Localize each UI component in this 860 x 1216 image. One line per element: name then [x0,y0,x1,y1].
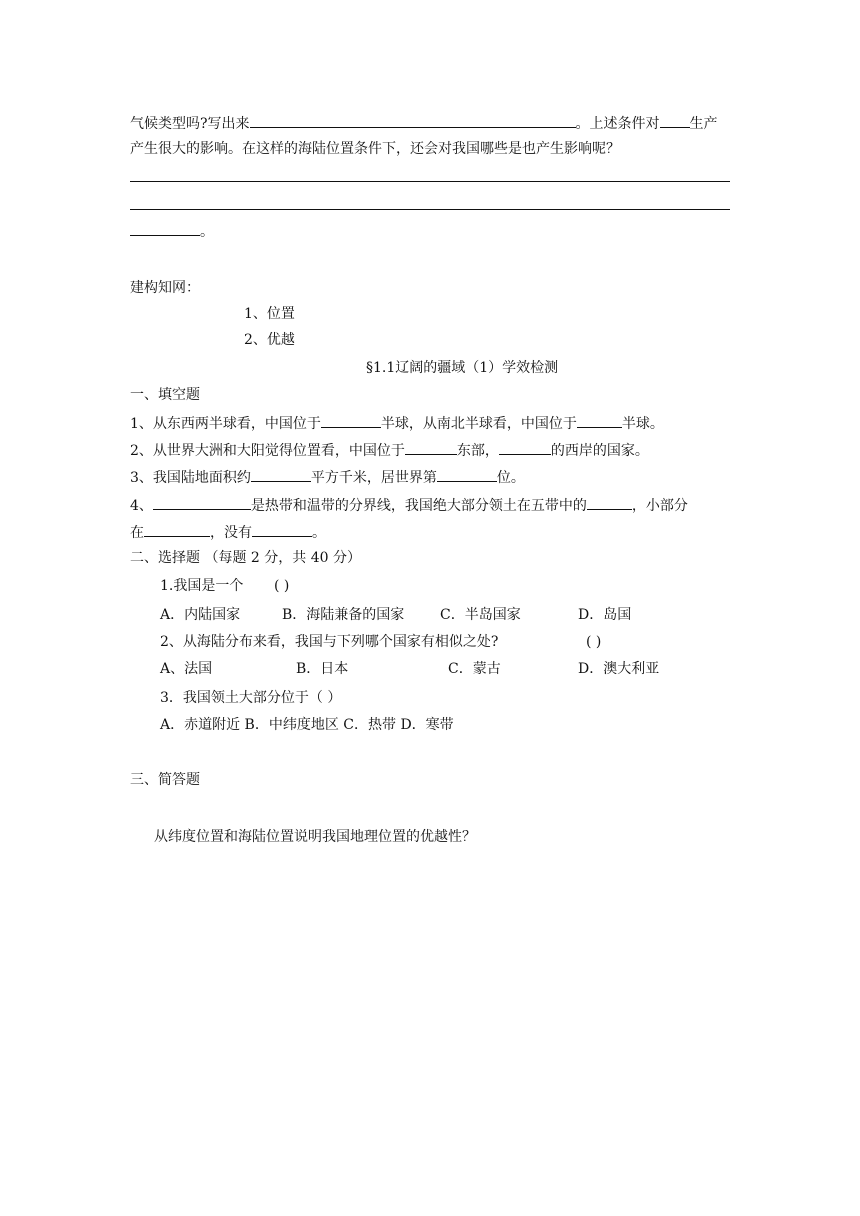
choice-heading: 二、选择题 （每题 2 分，共 40 分） [130,550,361,566]
question-text: 在 [130,525,144,541]
question-text: 。 [312,525,326,541]
question-text: 平方千米，居世界第 [310,470,437,486]
fill-question-4 [130,494,688,516]
section-title: §1.1辽阔的疆域（1）学效检测 [366,360,559,376]
choice-option[interactable]: C．半岛国家 [440,607,521,623]
intro-text: 气候类型吗?写出来 [130,116,250,132]
choice-question-3: 3．我国领土大部分位于（ ） [160,690,342,706]
intro-line-1 [130,112,718,134]
choice-option[interactable]: D．澳大利亚 [578,661,660,677]
answer-blank[interactable] [144,521,210,537]
answer-parens[interactable]: ( ) [274,578,290,594]
question-text: ，没有 [210,525,252,541]
question-text: 东部， [456,443,499,459]
knowledge-item: 1、位置 [244,306,295,322]
answer-blank[interactable] [130,220,200,236]
choice-question-2 [160,632,498,652]
question-text: 半球，从南北半球看，中国位于 [380,416,577,432]
choice-option[interactable]: C．蒙古 [448,661,501,677]
intro-text: 。上述条件对 [575,116,660,132]
choice-option[interactable]: A、法国 [160,661,213,677]
choice-options-line[interactable]: A．赤道附近 B．中纬度地区 C．热带 D．寒带 [160,717,454,733]
answer-line[interactable] [130,181,730,182]
fill-question-4-cont [130,521,326,543]
question-text: 1、从东西两半球看，中国位于 [130,416,321,432]
choice-question-1 [160,576,243,596]
intro-line-3 [130,220,214,242]
choice-option[interactable]: B．海陆兼备的国家 [282,607,405,623]
knowledge-label: 建构知网： [130,280,200,296]
question-text: 位。 [496,470,525,486]
choice-option[interactable]: A．内陆国家 [160,607,241,623]
intro-line-2: 产生很大的影响。在这样的海陆位置条件下，还会对我国哪些是也产生影响呢？ [130,141,620,157]
answer-blank[interactable] [437,466,497,482]
question-text: 3、我国陆地面积约 [130,470,251,486]
fill-heading: 一、填空题 [130,387,200,403]
choice-option[interactable]: D．岛国 [578,607,632,623]
question-text: 半球。 [621,416,664,432]
answer-blank[interactable] [499,439,551,455]
answer-parens[interactable]: ( ) [586,634,602,650]
intro-text: 。 [200,224,214,240]
answer-blank[interactable] [660,112,690,128]
short-heading: 三、简答题 [130,772,200,788]
answer-blank[interactable] [577,412,622,428]
answer-blank[interactable] [405,439,457,455]
question-text: 2、从海陆分布来看，我国与下列哪个国家有相似之处? [160,634,499,650]
short-question: 从纬度位置和海陆位置说明我国地理位置的优越性？ [154,829,476,845]
answer-blank[interactable] [153,494,251,510]
choice-option[interactable]: B．日本 [296,661,349,677]
question-text: 1.我国是一个 [160,578,244,594]
answer-blank[interactable] [321,412,381,428]
question-text: 是热带和温带的分界线，我国绝大部分领土在五带中的 [250,498,587,514]
fill-question-2 [130,439,649,461]
answer-blank[interactable] [252,521,312,537]
question-text: 2、从世界大洲和大阳觉得位置看，中国位于 [130,443,405,459]
answer-blank[interactable] [251,466,311,482]
knowledge-item: 2、优越 [244,332,295,348]
intro-text: 生产 [689,116,718,132]
answer-line[interactable] [130,209,730,210]
question-text: ，小部分 [631,498,688,514]
answer-blank[interactable] [250,112,576,128]
fill-question-1 [130,412,664,434]
fill-question-3 [130,466,525,488]
question-text: 的西岸的国家。 [550,443,649,459]
question-text: 4、 [130,498,153,514]
answer-blank[interactable] [587,494,632,510]
